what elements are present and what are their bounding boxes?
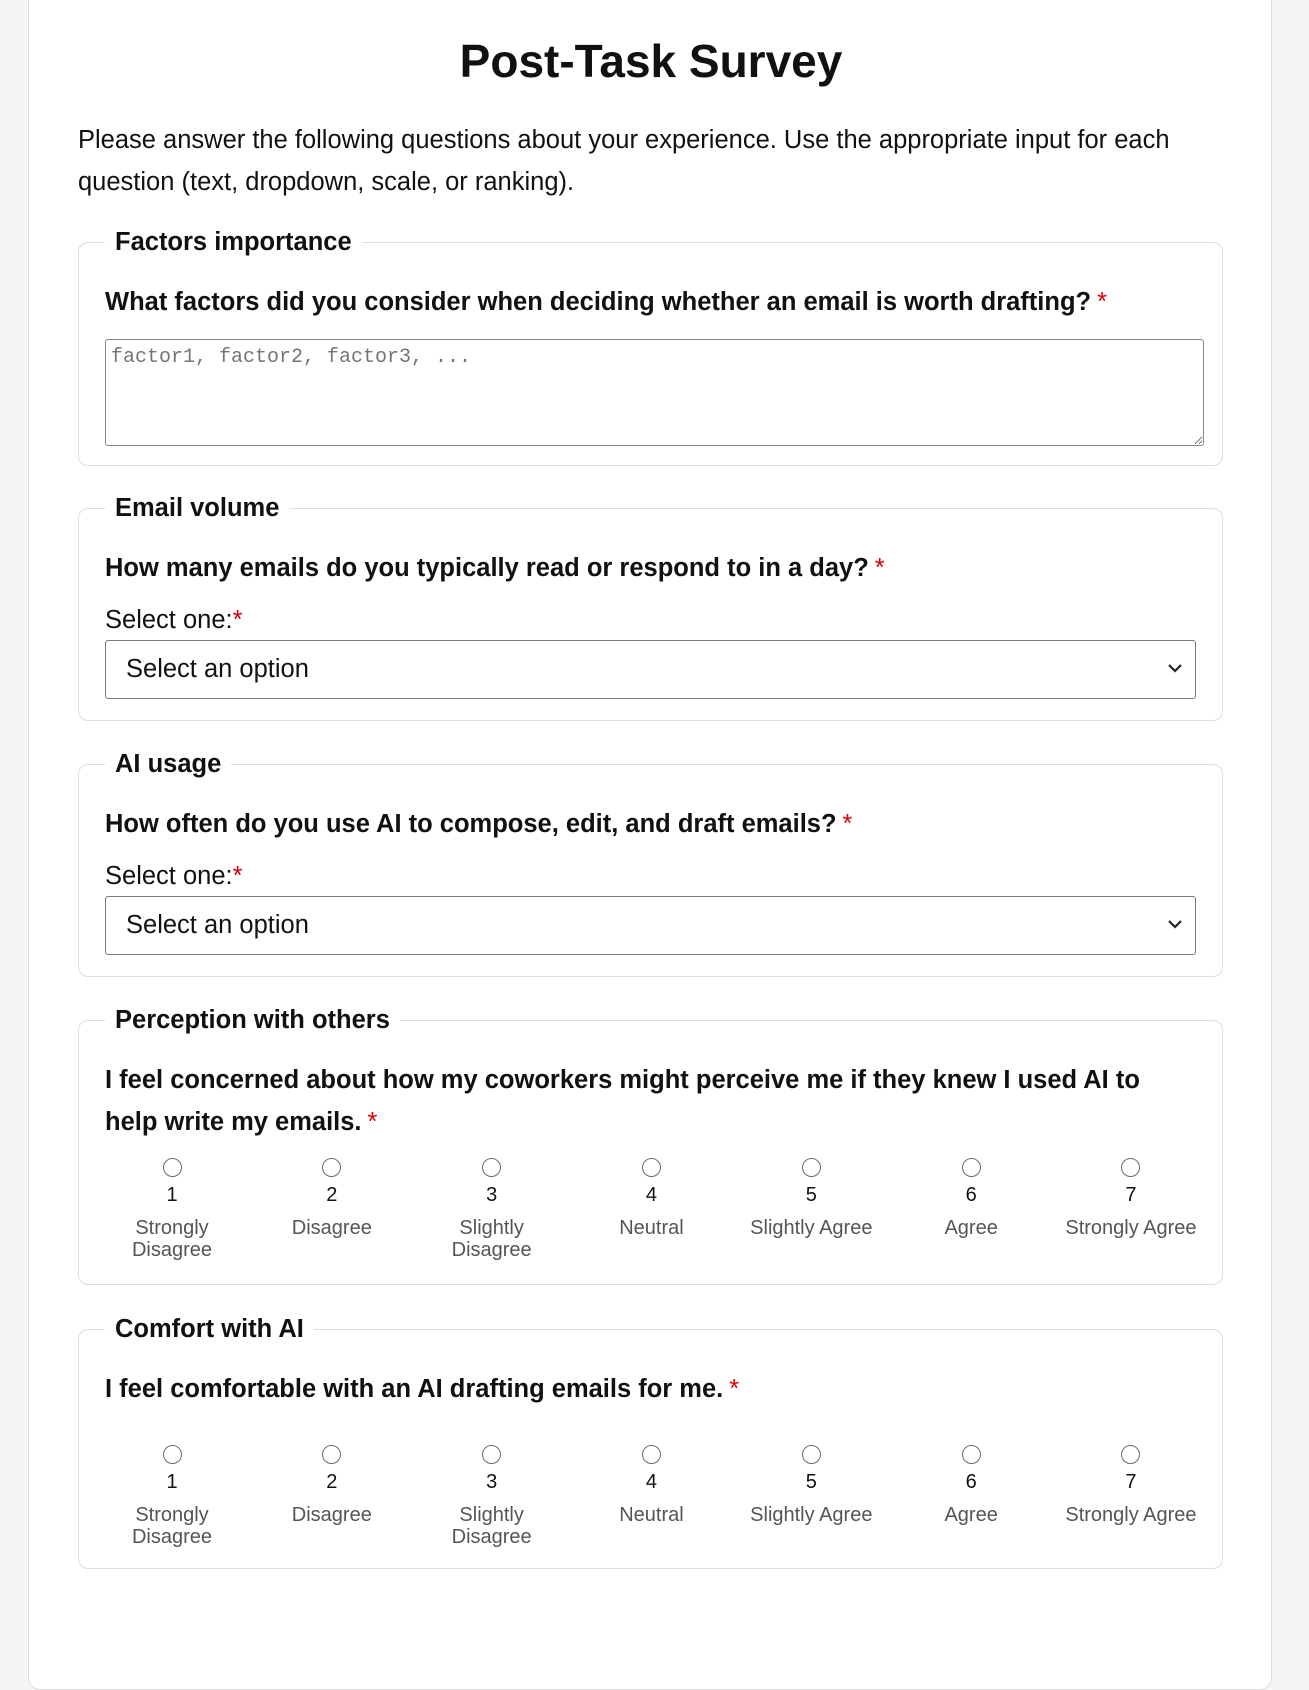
likert-option[interactable]: 7 Strongly Agree (1064, 1158, 1198, 1261)
required-marker: * (1097, 288, 1108, 316)
radio-button-icon[interactable] (163, 1158, 182, 1177)
ai-usage-select[interactable] (105, 896, 1196, 955)
intro-text: Please answer the following questions about your experience. Use the appropriate input for each question (text, dropdown, scale, or ranking). (78, 126, 1170, 196)
section-perception-with-others (78, 1006, 1223, 1285)
radio-button-icon[interactable] (642, 1158, 661, 1177)
radio-button-icon[interactable] (163, 1445, 182, 1464)
page-title: Post-Task Survey (459, 35, 843, 87)
likert-option[interactable]: 7 Strongly Agree (1064, 1445, 1198, 1548)
likert-option[interactable]: 4 Neutral (584, 1445, 718, 1548)
radio-button-icon[interactable] (962, 1445, 981, 1464)
survey-card (28, 0, 1272, 1690)
section-legend: Email volume (105, 492, 289, 524)
question-text: I feel concerned about how my coworkers might perceive me if they knew I used AI to help write my emails. * (105, 1066, 1140, 1136)
likert-scale-comfort (105, 1445, 1198, 1548)
likert-option[interactable]: 3 Slightly Disagree (425, 1158, 559, 1261)
likert-option[interactable]: 1 Strongly Disagree (105, 1445, 239, 1548)
radio-button-icon[interactable] (322, 1158, 341, 1177)
likert-option[interactable]: 4 Neutral (584, 1158, 718, 1261)
required-marker: * (367, 1108, 378, 1136)
section-legend: Comfort with AI (105, 1313, 314, 1345)
radio-button-icon[interactable] (1121, 1445, 1140, 1464)
select-label: Select one:* (105, 606, 243, 634)
section-legend: Perception with others (105, 1004, 400, 1036)
radio-button-icon[interactable] (642, 1445, 661, 1464)
section-email-volume (78, 494, 1223, 721)
radio-button-icon[interactable] (1121, 1158, 1140, 1177)
section-legend: AI usage (105, 748, 231, 780)
likert-option[interactable]: 5 Slightly Agree (744, 1445, 878, 1548)
factors-textarea[interactable] (105, 339, 1204, 446)
required-marker: * (729, 1375, 740, 1403)
chevron-down-icon (1167, 662, 1183, 674)
required-marker: * (232, 862, 243, 890)
radio-button-icon[interactable] (802, 1445, 821, 1464)
question-text: How many emails do you typically read or respond to in a day? * (105, 554, 885, 582)
likert-option[interactable]: 1 Strongly Disagree (105, 1158, 239, 1261)
section-comfort-with-ai (78, 1315, 1223, 1569)
required-marker: * (842, 810, 853, 838)
question-text: What factors did you consider when deciding whether an email is worth drafting? * (105, 288, 1108, 316)
likert-option[interactable]: 6 Agree (904, 1445, 1038, 1548)
likert-option[interactable]: 2 Disagree (265, 1445, 399, 1548)
likert-option[interactable]: 6 Agree (904, 1158, 1038, 1261)
radio-button-icon[interactable] (802, 1158, 821, 1177)
radio-button-icon[interactable] (482, 1158, 501, 1177)
radio-button-icon[interactable] (962, 1158, 981, 1177)
chevron-down-icon (1167, 918, 1183, 930)
section-factors-importance (78, 228, 1223, 466)
likert-scale-perception (105, 1158, 1198, 1261)
question-text: I feel comfortable with an AI drafting emails for me. * (105, 1375, 740, 1403)
question-text: How often do you use AI to compose, edit, and draft emails? * (105, 810, 853, 838)
section-ai-usage (78, 750, 1223, 977)
likert-option[interactable]: 2 Disagree (265, 1158, 399, 1261)
required-marker: * (874, 554, 885, 582)
select-value: Select an option (126, 911, 309, 939)
required-marker: * (232, 606, 243, 634)
likert-option[interactable]: 3 Slightly Disagree (425, 1445, 559, 1548)
select-value: Select an option (126, 655, 309, 683)
email-volume-select[interactable] (105, 640, 1196, 699)
radio-button-icon[interactable] (482, 1445, 501, 1464)
likert-option[interactable]: 5 Slightly Agree (744, 1158, 878, 1261)
select-label: Select one:* (105, 862, 243, 890)
radio-button-icon[interactable] (322, 1445, 341, 1464)
section-legend: Factors importance (105, 226, 362, 258)
